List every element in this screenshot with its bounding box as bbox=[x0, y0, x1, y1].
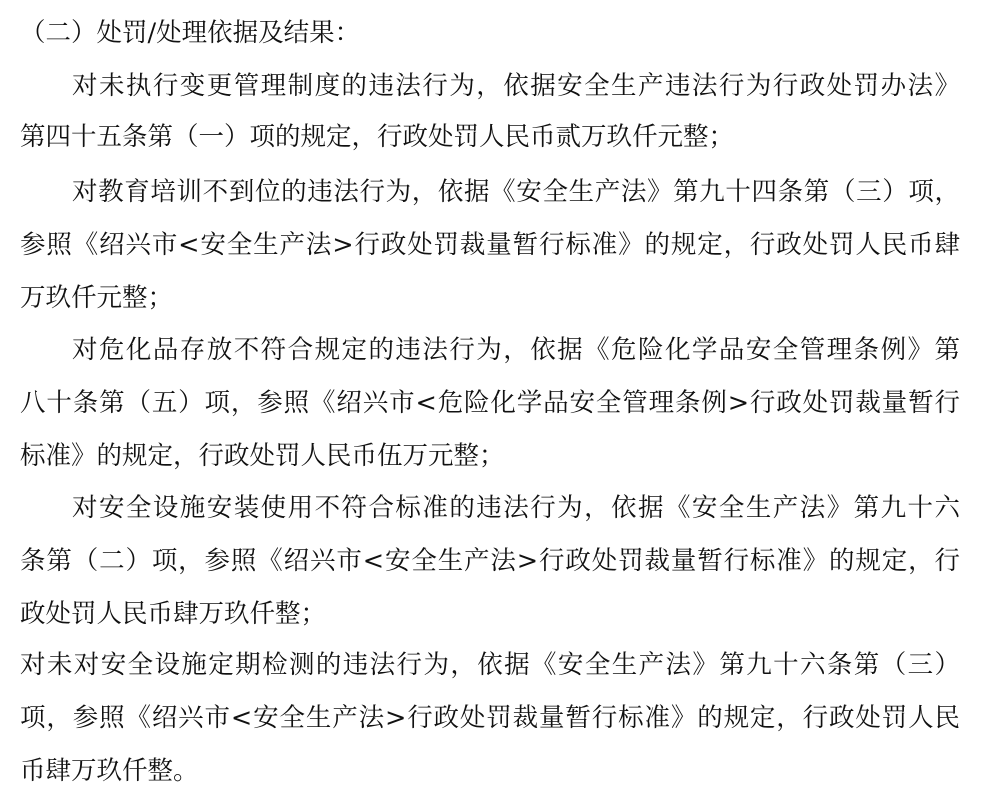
paragraph-4-line-1: 对安全设施安装使用不符合标准的违法行为，依据《安全生产法》第九十六 bbox=[72, 493, 960, 523]
paragraph-3-line-1: 对危化品存放不符合规定的违法行为，依据《危险化学品安全管理条例》第 bbox=[72, 335, 960, 365]
paragraph-3-line-2: 八十条第（五）项，参照《绍兴市<危险化学品安全管理条例>行政处罚裁量暂行 bbox=[20, 388, 960, 418]
section-heading: （二）处罚/处理依据及结果： bbox=[20, 18, 361, 48]
paragraph-5-line-1: 对未对安全设施定期检测的违法行为，依据《安全生产法》第九十六条第（三） bbox=[20, 650, 960, 680]
paragraph-3-line-3: 标准》的规定，行政处罚人民币伍万元整； bbox=[20, 441, 505, 471]
paragraph-2-line-1: 对教育培训不到位的违法行为，依据《安全生产法》第九十四条第（三）项， bbox=[72, 177, 960, 207]
paragraph-1-line-1: 对未执行变更管理制度的违法行为，依据安全生产违法行为行政处罚办法》 bbox=[72, 71, 960, 101]
paragraph-5-line-2: 项，参照《绍兴市<安全生产法>行政处罚裁量暂行标准》的规定，行政处罚人民 bbox=[20, 703, 960, 733]
paragraph-4-line-2: 条第（二）项，参照《绍兴市<安全生产法>行政处罚裁量暂行标准》的规定，行 bbox=[20, 546, 960, 576]
paragraph-4-line-3: 政处罚人民币肆万玖仟整； bbox=[20, 599, 327, 629]
paragraph-1-line-2: 第四十五条第（一）项的规定，行政处罚人民币贰万玖仟元整； bbox=[20, 122, 735, 152]
paragraph-5-line-3: 币肆万玖仟整。 bbox=[20, 756, 199, 786]
paragraph-2-line-2: 参照《绍兴市<安全生产法>行政处罚裁量暂行标准》的规定，行政处罚人民币肆 bbox=[20, 230, 960, 260]
paragraph-2-line-3: 万玖仟元整； bbox=[20, 283, 174, 313]
